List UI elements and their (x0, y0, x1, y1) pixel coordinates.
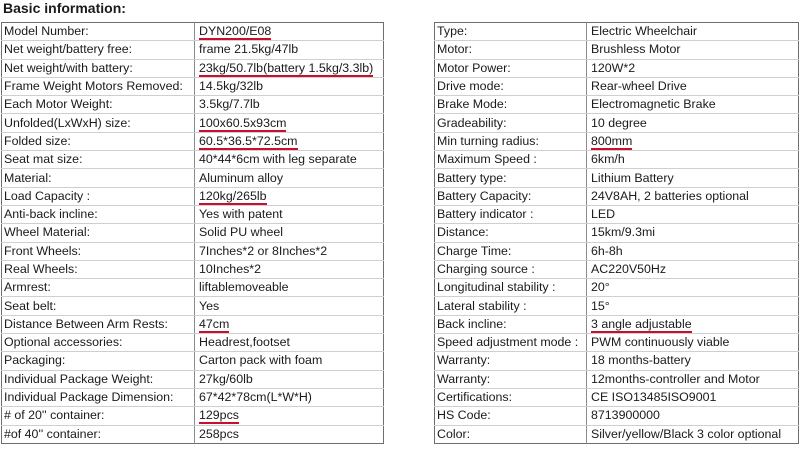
spec-value: Solid PU wheel (199, 225, 284, 240)
spec-row (435, 260, 799, 278)
spec-value-highlighted: 100x60.5x93cm (199, 115, 287, 130)
spec-value: 6km/h (591, 152, 625, 167)
spec-row (2, 334, 384, 352)
spec-value: Rear-wheel Drive (591, 79, 687, 94)
spec-row (2, 205, 384, 223)
spec-value: 18 months-battery (591, 353, 691, 368)
spec-label: Real Wheels: (2, 260, 195, 278)
spec-value: Yes (199, 298, 220, 313)
spec-value-cell (587, 96, 799, 114)
spec-value: 12months-controller and Motor (591, 371, 760, 386)
section-heading: Basic information: (3, 0, 126, 16)
spec-value: AC220V50Hz (591, 262, 667, 276)
spec-value-cell (587, 370, 799, 388)
spec-row (435, 407, 799, 425)
spec-row (2, 297, 384, 315)
spec-value-highlighted: DYN200/E08 (199, 24, 272, 39)
spec-label: Motor Power: (435, 59, 587, 77)
spec-row (2, 187, 384, 205)
spec-row (2, 425, 384, 443)
spec-value-cell (195, 279, 384, 297)
spec-label: Frame Weight Motors Removed: (2, 77, 195, 95)
spec-row (435, 59, 799, 77)
spec-label: Warranty: (435, 370, 587, 388)
spec-row (2, 23, 384, 41)
spec-value-cell (587, 260, 799, 278)
spec-row (435, 352, 799, 370)
spec-label: Certifications: (435, 388, 587, 406)
spec-value-cell (195, 315, 384, 333)
spec-label: Charge Time: (435, 242, 587, 260)
spec-label: Longitudinal stability : (435, 279, 587, 297)
spec-value-cell (195, 132, 384, 150)
spec-row (435, 114, 799, 132)
spec-row (2, 260, 384, 278)
spec-row (435, 23, 799, 41)
spec-label: Lateral stability : (435, 297, 587, 315)
spec-value: frame 21.5kg/47lb (199, 42, 299, 57)
spec-label: Back incline: (435, 315, 587, 333)
spec-value-highlighted: 120kg/265lb (199, 188, 267, 203)
spec-value-cell (587, 242, 799, 260)
spec-label: Type: (435, 23, 587, 41)
spec-value: Yes with patent (199, 207, 283, 222)
spec-label: Brake Mode: (435, 96, 587, 114)
spec-value: 67*42*78cm(L*W*H) (199, 390, 312, 405)
spec-value-cell (195, 425, 384, 443)
spec-value: Silver/yellow/Black 3 color optional (591, 426, 782, 441)
spec-value-cell (587, 114, 799, 132)
spec-value-cell (587, 151, 799, 169)
spec-value-cell (195, 407, 384, 425)
spec-value: 3.5kg/7.7lb (199, 97, 260, 112)
spec-value: Electromagnetic Brake (591, 97, 716, 112)
spec-value-highlighted: 47cm (199, 316, 230, 331)
spec-row (435, 41, 799, 59)
spec-label: Warranty: (435, 352, 587, 370)
spec-row (2, 169, 384, 187)
spec-value: 6h-8h (591, 243, 623, 258)
spec-row (2, 224, 384, 242)
spec-label: Armrest: (2, 279, 195, 297)
spec-row (2, 388, 384, 406)
spec-label: Color: (435, 425, 587, 443)
spec-label: Individual Package Weight: (2, 370, 195, 388)
spec-value: 24V8AH, 2 batteries optional (591, 188, 749, 203)
spec-value: Aluminum alloy (199, 170, 284, 185)
spec-value: Headrest,footset (199, 335, 290, 350)
spec-value: 10 degree (591, 115, 647, 130)
spec-row (435, 370, 799, 388)
spec-row (2, 315, 384, 333)
spec-value-cell (587, 132, 799, 150)
spec-label: Net weight/with battery: (2, 59, 195, 77)
spec-value-cell (195, 205, 384, 223)
spec-value-cell (587, 77, 799, 95)
spec-row (435, 132, 799, 150)
spec-label: Folded size: (2, 132, 195, 150)
spec-value-cell (195, 242, 384, 260)
spec-value: 20° (591, 280, 610, 295)
spec-value-cell (195, 187, 384, 205)
spec-value-cell (587, 334, 799, 352)
spec-row (2, 114, 384, 132)
spec-label: Speed adjustment mode : (435, 334, 587, 352)
spec-value-cell (587, 388, 799, 406)
spec-label: Unfolded(LxWxH) size: (2, 114, 195, 132)
spec-value: 15° (591, 298, 610, 313)
spec-row (435, 242, 799, 260)
spec-row (435, 297, 799, 315)
spec-row (435, 151, 799, 169)
spec-value-cell (195, 96, 384, 114)
spec-value-cell (195, 260, 384, 278)
spec-value-cell (195, 23, 384, 41)
spec-label: # of 20'' container: (2, 407, 195, 425)
spec-label: Material: (2, 169, 195, 187)
spec-value-cell (587, 59, 799, 77)
spec-value: Lithium Battery (591, 170, 674, 185)
spec-label: Front Wheels: (2, 242, 195, 260)
spec-row (2, 41, 384, 59)
spec-row (435, 187, 799, 205)
spec-label: Model Number: (2, 23, 195, 41)
spec-value-cell (587, 169, 799, 187)
spec-value: Carton pack with foam (199, 353, 323, 368)
spec-label: Wheel Material: (2, 224, 195, 242)
spec-value-cell (587, 23, 799, 41)
spec-value-cell (195, 224, 384, 242)
spec-value-cell (195, 352, 384, 370)
spec-label: Gradeability: (435, 114, 587, 132)
spec-value-cell (195, 77, 384, 95)
spec-value-highlighted: 60.5*36.5*72.5cm (199, 133, 298, 148)
spec-row (2, 352, 384, 370)
spec-value-cell (587, 41, 799, 59)
spec-label: Battery Capacity: (435, 187, 587, 205)
spec-value-cell (195, 388, 384, 406)
spec-label: #of 40'' container: (2, 425, 195, 443)
spec-value: 8713900000 (591, 408, 660, 423)
spec-value: CE ISO13485ISO9001 (591, 390, 717, 405)
spec-value-cell (587, 315, 799, 333)
spec-label: Min turning radius: (435, 132, 587, 150)
spec-row (435, 279, 799, 297)
spec-value: 27kg/60lb (199, 371, 253, 386)
spec-label: Seat belt: (2, 297, 195, 315)
spec-value: LED (591, 207, 616, 222)
spec-value-cell (195, 59, 384, 77)
spec-value: 120W*2 (591, 60, 636, 75)
spec-value-cell (587, 279, 799, 297)
spec-value-cell (195, 297, 384, 315)
spec-value-cell (587, 297, 799, 315)
spec-label: Optional accessories: (2, 334, 195, 352)
spec-row (435, 169, 799, 187)
spec-value-cell (195, 370, 384, 388)
spec-value-cell (587, 205, 799, 223)
spec-label: Drive mode: (435, 77, 587, 95)
spec-value-cell (195, 41, 384, 59)
spec-value-cell (587, 187, 799, 205)
spec-value-highlighted: 129pcs (199, 408, 239, 423)
spec-row (2, 279, 384, 297)
spec-value: 258pcs (199, 426, 239, 441)
spec-value: liftablemoveable (199, 280, 289, 295)
spec-value-cell (195, 169, 384, 187)
spec-label: Net weight/battery free: (2, 41, 195, 59)
spec-value: 10Inches*2 (199, 262, 262, 276)
spec-row (2, 132, 384, 150)
spec-value: 15km/9.3mi (591, 225, 656, 240)
spec-label: Distance: (435, 224, 587, 242)
spec-value-cell (587, 352, 799, 370)
spec-label: HS Code: (435, 407, 587, 425)
spec-value-cell (195, 114, 384, 132)
spec-row (435, 334, 799, 352)
spec-value-cell (195, 151, 384, 169)
spec-row (435, 388, 799, 406)
spec-label: Each Motor Weight: (2, 96, 195, 114)
spec-value-highlighted: 23kg/50.7lb(battery 1.5kg/3.3lb) (199, 60, 374, 75)
spec-row (2, 242, 384, 260)
spec-row (2, 77, 384, 95)
spec-row (435, 425, 799, 443)
spec-label: Charging source : (435, 260, 587, 278)
spec-row (2, 59, 384, 77)
spec-value-cell (587, 407, 799, 425)
spec-row (2, 96, 384, 114)
spec-value-cell (587, 425, 799, 443)
spec-row (2, 370, 384, 388)
spec-label: Seat mat size: (2, 151, 195, 169)
spec-value: Brushless Motor (591, 42, 681, 57)
spec-label: Battery type: (435, 169, 587, 187)
spec-row (2, 151, 384, 169)
spec-label: Individual Package Dimension: (2, 388, 195, 406)
spec-value-cell (195, 334, 384, 352)
spec-value-highlighted: 800mm (591, 133, 633, 148)
spec-label: Load Capacity : (2, 187, 195, 205)
spec-table-right (434, 22, 799, 444)
spec-label: Packaging: (2, 352, 195, 370)
spec-value-highlighted: 3 angle adjustable (591, 316, 692, 331)
spec-value: Electric Wheelchair (591, 24, 698, 39)
spec-row (435, 205, 799, 223)
spec-table-left (1, 22, 384, 444)
spec-row (435, 315, 799, 333)
spec-value: 40*44*6cm with leg separate (199, 152, 357, 167)
spec-row (435, 224, 799, 242)
spec-label: Distance Between Arm Rests: (2, 315, 195, 333)
spec-value: PWM continuously viable (591, 335, 730, 350)
spec-value: 14.5kg/32lb (199, 79, 264, 94)
spec-label: Motor: (435, 41, 587, 59)
spec-label: Battery indicator : (435, 205, 587, 223)
spec-label: Maximum Speed : (435, 151, 587, 169)
spec-row (435, 96, 799, 114)
spec-row (2, 407, 384, 425)
spec-label: Anti-back incline: (2, 205, 195, 223)
spec-row (435, 77, 799, 95)
spec-value: 7Inches*2 or 8Inches*2 (199, 243, 328, 258)
spec-value-cell (587, 224, 799, 242)
